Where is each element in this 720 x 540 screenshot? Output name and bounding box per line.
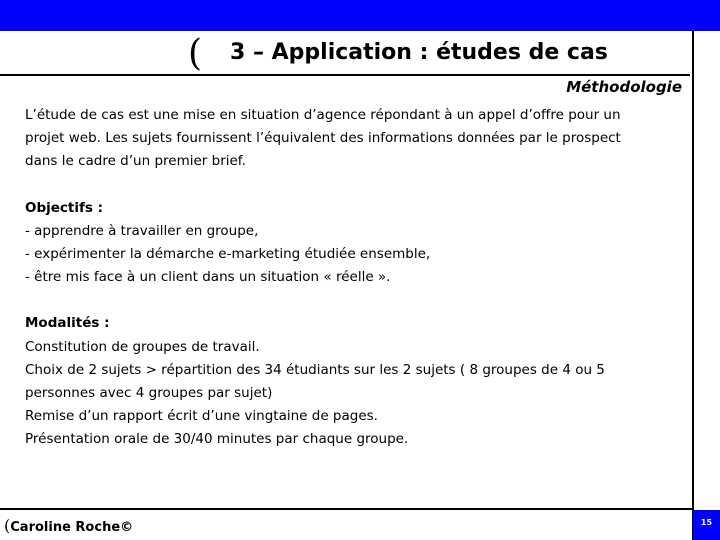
slide-title: 3 – Application : études de cas <box>230 40 608 65</box>
intro-line: L’étude de cas est une mise en situation d’agence répondant à un appel d’offre pour un <box>25 107 621 123</box>
top-accent-bar <box>0 0 720 31</box>
intro-line: projet web. Les sujets fournissent l’équivalent des informations données par le prospect <box>25 130 621 147</box>
title-bullet-icon: ( <box>188 33 203 74</box>
modality-line: Présentation orale de 30/40 minutes par chaque groupe. <box>25 431 409 448</box>
footer-divider <box>0 508 692 510</box>
modality-line: Remise d’un rapport écrit d’une vingtaine de pages. <box>25 408 378 425</box>
modality-line: personnes avec 4 groupes par sujet) <box>25 385 273 402</box>
footer-author <box>4 516 133 535</box>
objective-item: - expérimenter la démarche e-marketing étudiée ensemble, <box>25 246 431 263</box>
slide-subtitle: Méthodologie <box>566 78 682 96</box>
slide-body <box>25 104 685 452</box>
page-number: 15 <box>700 518 713 527</box>
right-margin-bar <box>692 31 720 540</box>
modality-line: Constitution de groupes de travail. <box>25 338 260 355</box>
author-name: Caroline Roche© <box>10 520 134 535</box>
title-divider <box>0 74 690 76</box>
modalities-heading: Modalités : <box>25 315 110 332</box>
objectives-heading: Objectifs : <box>25 199 104 216</box>
footer-bullet-icon: ( <box>4 516 11 535</box>
objective-item: - apprendre à travailler en groupe, <box>25 222 259 239</box>
page-number-box <box>693 510 720 540</box>
objective-item: - être mis face à un client dans un situation « réelle ». <box>25 269 391 286</box>
modality-line: Choix de 2 sujets > répartition des 34 étudiants sur les 2 sujets ( 8 groupes de 4 ou 5 <box>25 361 605 378</box>
intro-line: dans le cadre d’un premier brief. <box>25 153 246 170</box>
